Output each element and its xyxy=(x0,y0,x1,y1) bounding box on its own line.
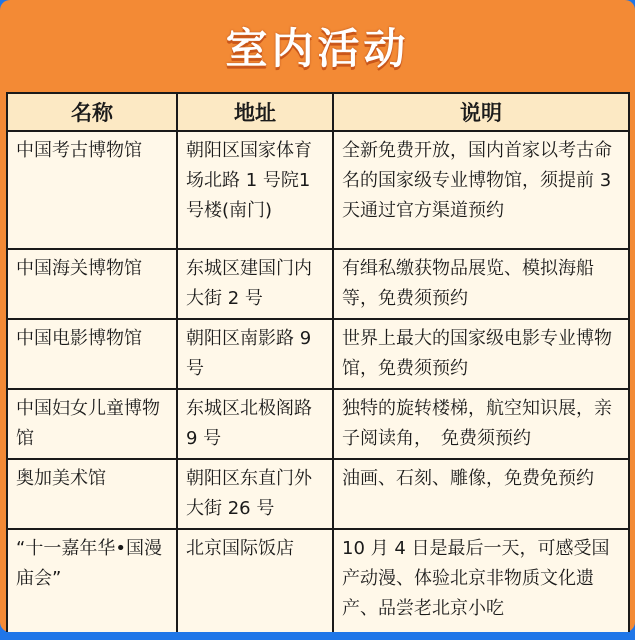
table-row xyxy=(7,131,629,249)
venue-description: 独特的旋转楼梯，航空知识展，亲子阅读角， 免费须预约 xyxy=(333,389,629,459)
table-row xyxy=(7,249,629,319)
table-header-row xyxy=(7,93,629,131)
venue-description: 有缉私缴获物品展览、模拟海船等，免费须预约 xyxy=(333,249,629,319)
venue-name: 中国海关博物馆 xyxy=(7,249,177,319)
venue-address: 朝阳区南影路 9 号 xyxy=(177,319,333,389)
venue-description: 油画、石刻、雕像，免费免预约 xyxy=(333,459,629,529)
column-header-name: 名称 xyxy=(7,93,177,131)
venue-description: 10 月 4 日是最后一天，可感受国产动漫、体验北京非物质文化遗产、品尝老北京小吃 xyxy=(333,529,629,637)
venue-name: 中国妇女儿童博物馆 xyxy=(7,389,177,459)
venue-address: 北京国际饭店 xyxy=(177,529,333,637)
venue-name: “十一嘉年华•国漫庙会” xyxy=(7,529,177,637)
column-header-address: 地址 xyxy=(177,93,333,131)
background-strip xyxy=(0,632,635,640)
table-row xyxy=(7,319,629,389)
page-title: 室内活动 xyxy=(225,24,410,73)
table-row xyxy=(7,459,629,529)
venue-name: 中国考古博物馆 xyxy=(7,131,177,249)
venue-address: 东城区北极阁路 9 号 xyxy=(177,389,333,459)
venue-name: 奥加美术馆 xyxy=(7,459,177,529)
table-row xyxy=(7,389,629,459)
venue-address: 朝阳区国家体育场北路 1 号院1号楼(南门) xyxy=(177,131,333,249)
activity-table xyxy=(6,92,630,638)
column-header-description: 说明 xyxy=(333,93,629,131)
venue-description: 全新免费开放，国内首家以考古命名的国家级专业博物馆，须提前 3 天通过官方渠道预约 xyxy=(333,131,629,249)
venue-description: 世界上最大的国家级电影专业博物馆，免费须预约 xyxy=(333,319,629,389)
venue-address: 东城区建国门内大街 2 号 xyxy=(177,249,333,319)
venue-name: 中国电影博物馆 xyxy=(7,319,177,389)
table-row xyxy=(7,529,629,637)
venue-address: 朝阳区东直门外大街 26 号 xyxy=(177,459,333,529)
